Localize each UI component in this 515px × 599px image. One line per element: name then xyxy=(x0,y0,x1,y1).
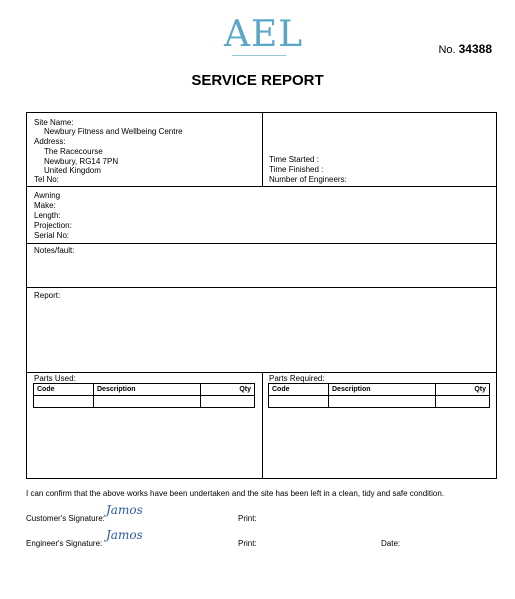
divider xyxy=(27,243,496,244)
customer-signature[interactable]: Jamos xyxy=(106,503,143,517)
report-number xyxy=(438,42,492,56)
table-cell[interactable] xyxy=(34,396,94,408)
address-label: Address: xyxy=(34,137,66,146)
parts-required-table xyxy=(268,383,490,408)
page-title: SERVICE REPORT xyxy=(191,72,324,89)
table-cell[interactable] xyxy=(201,396,255,408)
table-cell[interactable] xyxy=(269,396,329,408)
divider xyxy=(27,287,496,288)
serial-label: Serial No: xyxy=(34,231,70,240)
column-header: Description xyxy=(94,384,201,396)
engineer-signature[interactable]: Jamos xyxy=(106,528,143,542)
parts-required-label: Parts Required: xyxy=(269,374,325,383)
column-header: Code xyxy=(269,384,329,396)
parts-used-table xyxy=(33,383,255,408)
engineers-label: Number of Engineers: xyxy=(269,175,347,184)
table-header-row xyxy=(269,384,490,396)
make-label: Make: xyxy=(34,201,56,210)
engineer-print-label: Print: xyxy=(238,539,257,548)
confirmation-statement: I can confirm that the above works have been undertaken and the site has been left in a clean, tidy and safe condition. xyxy=(26,489,445,498)
address-line: United Kingdom xyxy=(44,166,101,175)
projection-label: Projection: xyxy=(34,221,72,230)
date-label: Date: xyxy=(381,539,401,548)
tel-label: Tel No: xyxy=(34,175,59,184)
report-number-label: No. xyxy=(438,44,456,56)
column-header: Qty xyxy=(201,384,255,396)
table-cell[interactable] xyxy=(436,396,490,408)
site-name-label: Site Name: xyxy=(34,118,74,127)
parts-used-label: Parts Used: xyxy=(34,374,76,383)
table-row xyxy=(34,396,255,408)
time-started-label: Time Started : xyxy=(269,155,319,164)
divider xyxy=(262,113,263,186)
divider xyxy=(262,372,263,478)
time-finished-label: Time Finished : xyxy=(269,165,324,174)
awning-label: Awning xyxy=(34,191,61,200)
table-row xyxy=(269,396,490,408)
address-line: Newbury, RG14 7PN xyxy=(44,157,119,166)
customer-signature-label: Customer's Signature: xyxy=(26,514,105,523)
column-header: Code xyxy=(34,384,94,396)
table-cell[interactable] xyxy=(329,396,436,408)
report-label: Report: xyxy=(34,291,61,300)
table-cell[interactable] xyxy=(94,396,201,408)
notes-label: Notes/fault: xyxy=(34,246,75,255)
address-line: The Racecourse xyxy=(44,147,103,156)
logo-text: AEL xyxy=(224,14,304,55)
site-name-value: Newbury Fitness and Wellbeing Centre xyxy=(44,127,183,136)
length-label: Length: xyxy=(34,211,61,220)
service-report-form xyxy=(26,112,497,479)
company-logo xyxy=(224,14,304,60)
column-header: Description xyxy=(329,384,436,396)
customer-print-label: Print: xyxy=(238,514,257,523)
engineer-signature-label: Engineer's Signature: xyxy=(26,539,103,548)
table-header-row xyxy=(34,384,255,396)
logo-underline xyxy=(232,55,286,56)
report-number-value: 34388 xyxy=(458,42,492,56)
divider xyxy=(27,186,496,187)
column-header: Qty xyxy=(436,384,490,396)
